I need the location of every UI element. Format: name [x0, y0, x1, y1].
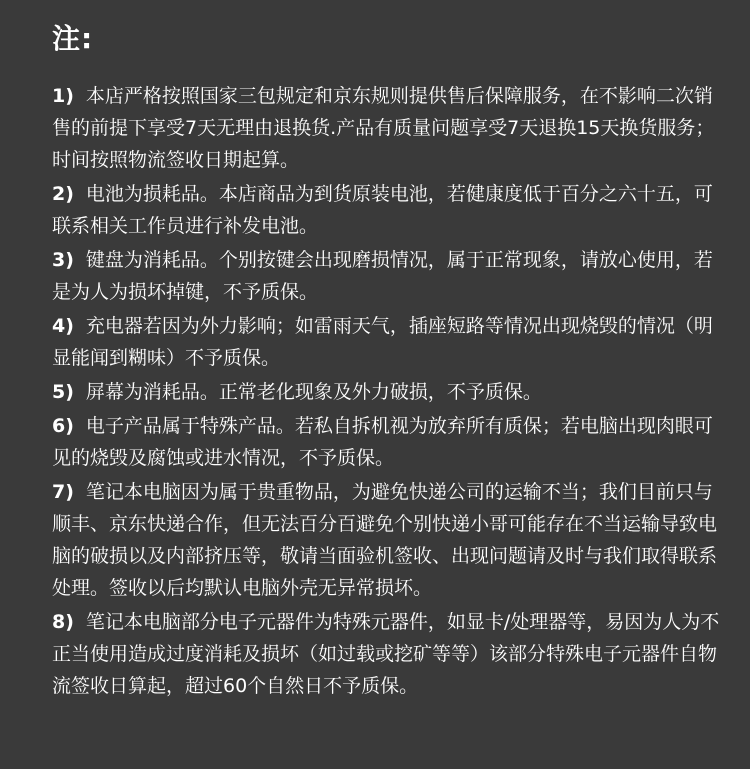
note-number: 6) — [52, 415, 74, 437]
note-number: 4) — [52, 315, 74, 337]
note-item — [52, 476, 720, 604]
notice-title: 注: — [52, 22, 94, 55]
note-item — [52, 80, 720, 176]
note-number: 5) — [52, 381, 74, 403]
note-text: 屏幕为消耗品。正常老化现象及外力破损，不予质保。 — [85, 381, 542, 403]
note-number: 7) — [52, 481, 74, 503]
note-item — [52, 178, 720, 242]
note-text: 笔记本电脑因为属于贵重物品，为避免快递公司的运输不当；我们目前只与顺丰、京东快递合作，但无法百分百避免个别快递小哥可能存在不当运输导致电脑的破损以及内部挤压等，敬请当面验机签收、出现问题请及时与我们取得联系处理。签收以后均默认电脑外壳无异常损坏。 — [52, 481, 718, 599]
note-item — [52, 376, 720, 408]
note-number: 2) — [52, 183, 74, 205]
note-text: 电池为损耗品。本店商品为到货原装电池，若健康度低于百分之六十五，可联系相关工作员进行补发电池。 — [52, 183, 713, 237]
note-number: 8) — [52, 611, 74, 633]
note-text: 键盘为消耗品。个别按键会出现磨损情况，属于正常现象，请放心使用，若是为人为损坏掉键，不予质保。 — [52, 249, 713, 303]
notes-list — [52, 80, 720, 702]
note-item — [52, 310, 720, 374]
note-number: 3) — [52, 249, 74, 271]
note-item — [52, 410, 720, 474]
note-text: 电子产品属于特殊产品。若私自拆机视为放弃所有质保；若电脑出现肉眼可见的烧毁及腐蚀或进水情况，不予质保。 — [52, 415, 713, 469]
note-text: 笔记本电脑部分电子元器件为特殊元器件，如显卡/处理器等，易因为人为不正当使用造成过度消耗及损坏（如过载或挖矿等等）该部分特殊电子元器件自物流签收日算起，超过60个自然日不予质保。 — [52, 611, 720, 697]
note-item — [52, 244, 720, 308]
note-text: 本店严格按照国家三包规定和京东规则提供售后保障服务，在不影响二次销售的前提下享受7天无理由退换货.产品有质量问题享受7天退换15天换货服务；时间按照物流签收日期起算。 — [52, 85, 715, 171]
note-item — [52, 606, 720, 702]
note-number: 1) — [52, 85, 74, 107]
note-text: 充电器若因为外力影响；如雷雨天气，插座短路等情况出现烧毁的情况（明显能闻到糊味）不予质保。 — [52, 315, 713, 369]
